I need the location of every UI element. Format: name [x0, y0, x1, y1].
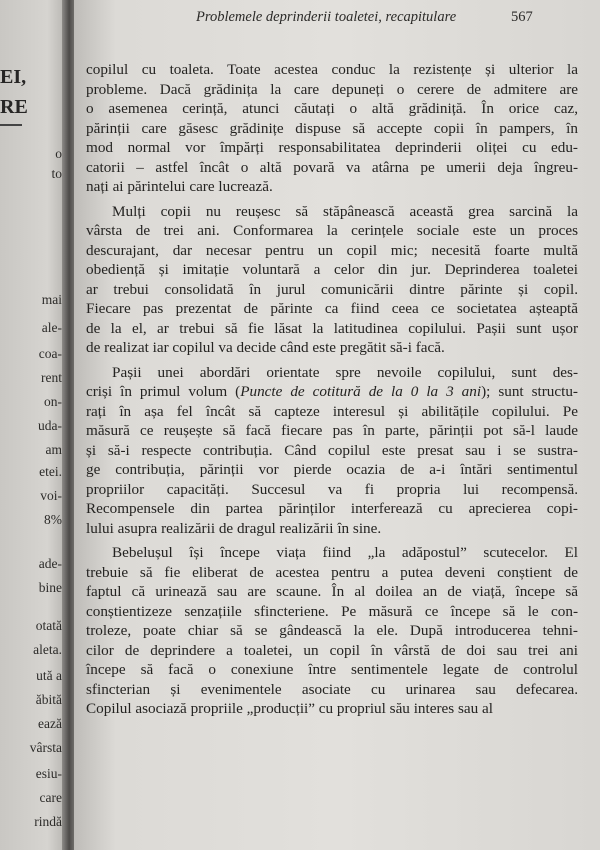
left-page-fragment: rent: [41, 370, 62, 385]
text-line: criși în primul volum (Puncte de cotitură de la 0 la 3 ani); sunt structu-: [86, 383, 578, 400]
text-line: vârsta de trei ani. Conformarea la cerințele sociale este un proces: [86, 222, 578, 239]
text-line: de realizat iar copilul va decide când este pregătit să-i facă.: [86, 339, 445, 356]
left-page-fragment: 8%: [44, 512, 62, 527]
text-line: catorii – astfel încât o altă povară va atârna pe umerii deja îngreu-: [86, 158, 578, 176]
left-page-fragment: rindă: [34, 814, 62, 829]
paragraph: [86, 363, 578, 539]
text-line: Bebelușul își începe viața fiind „la adăpostul” scutecelor. El: [112, 544, 578, 561]
text-line: mod normal vor împărți responsabilitatea deprinderii oliței cu edu-: [86, 139, 578, 156]
text-line: măsură ce reușește să facă fiecare pas în parte, părinții pot să-l laude: [86, 422, 578, 439]
text-line: cilor de deprindere a toaletei, un copil în vârstă de doi sau trei ani: [86, 641, 578, 659]
text-line: propriilor capacități. Succesul va fi propria lui recompensă.: [86, 480, 578, 498]
left-header-rule: [0, 124, 22, 126]
paragraph: [86, 202, 578, 358]
left-page-fragment: ăbită: [35, 692, 62, 707]
left-page-fragment: ută a: [36, 668, 62, 683]
text-line: nați ai părintelui care lucrează.: [86, 178, 273, 195]
text-line: și să-i respecte contribuția. Când copilul este presat sau i se sustra-: [86, 441, 578, 459]
left-page-fragment: to: [51, 166, 62, 181]
left-page-fragment: etei.: [39, 464, 62, 479]
left-page-fragment: esiu-: [35, 766, 62, 781]
right-page: [74, 0, 600, 850]
left-page-fragment: aleta.: [33, 642, 62, 657]
text-line: rați în așa fel încât să capteze interesul și abilitățile copilului. Pe: [86, 402, 578, 420]
left-page-fragment: care: [39, 790, 62, 805]
text-line: copilul cu toaleta. Toate acestea conduc la rezistențe și ulterior la: [86, 61, 578, 78]
paragraph: [86, 543, 578, 719]
text-line: probleme. Dacă grădinița la care depuneți o cerere de admitere are: [86, 80, 578, 98]
text-line: o asemenea cerință, atunci căutați o altă grădiniță. În orice caz,: [86, 100, 578, 117]
left-header-line-2: RE: [0, 96, 28, 118]
left-page-fragment: coa-: [38, 346, 62, 361]
text-line: troleze, poate chiar să se gândească la ele. După introducerea tehni-: [86, 622, 578, 639]
text-line: începe să facă o conexiune între sentimentele legate de controlul: [86, 661, 578, 678]
left-header-line-1: EI,: [0, 66, 27, 88]
text-line: Mulți copii nu reușesc să stăpânească această grea sarcină la: [112, 202, 578, 220]
page-number: 567: [511, 9, 533, 25]
text-line: părinții care găsesc grădinițe dispuse să accepte copii în pampers, în: [86, 119, 578, 137]
left-page: [0, 0, 68, 850]
left-page-fragment: vârsta: [29, 740, 62, 755]
text-line: Recompensele din partea părinților interferează cu aprecierea copi-: [86, 500, 578, 517]
text-line: ge contribuția, părinții vor pierde ocazia de a-i întări sentimentul: [86, 461, 578, 478]
text-line: trebuie să fie eliberat de acestea pentru a putea deveni conștient de: [86, 563, 578, 581]
text-line: Copilul asociază propriile „producții” cu propriul său interes sau al: [86, 700, 493, 717]
left-page-fragment: mai: [41, 292, 62, 307]
left-page-fragment: on-: [44, 394, 62, 409]
text-line: sfincterian și evenimentele asociate cu urinarea sau defecarea.: [86, 680, 578, 698]
left-page-fragment: ale-: [41, 320, 62, 335]
text-line: Pașii unei abordări orientate spre nevoile copilului, sunt des-: [112, 363, 578, 381]
text-line: lului asupra realizării de dragul realizării în sine.: [86, 519, 382, 537]
text-line: faptul că urinează sau are scaune. În al doilea an de viață, începe să: [86, 583, 578, 600]
left-page-fragment: ade-: [38, 556, 62, 571]
left-page-fragment: ează: [38, 716, 62, 731]
page-header: [74, 9, 600, 33]
text-line: obediență și imitație voluntară a celor din jur. Deprinderea toaletei: [86, 261, 578, 278]
text-line: conștientizeze senzațiile sfincteriene. Pe măsură ce începe să le con-: [86, 602, 578, 620]
text-line: descurajant, dar necesar pentru un copil mic; necesită foarte multă: [86, 241, 578, 259]
book-title-reference: Puncte de cotitură de la 0 la 3 ani: [240, 383, 482, 400]
running-title: Problemele deprinderii toaletei, recapitulare: [196, 9, 457, 25]
paragraph: [86, 60, 578, 197]
body-text: [86, 60, 578, 719]
left-page-fragment: uda-: [38, 418, 62, 433]
left-page-fragment: o: [55, 146, 62, 161]
text-line: Fiecare pas prezentat de părinte ca fiind ceea ce societatea așteaptă: [86, 300, 578, 317]
left-page-fragment: bine: [38, 580, 62, 595]
text-line: de la el, ar trebui să fie lăsat la latitudinea copilului. Pașii sunt ușor: [86, 319, 578, 337]
left-page-fragment: am: [45, 442, 62, 457]
left-page-fragment: voi-: [40, 488, 62, 503]
text-line: ar trebui consolidată în jurul comunicării dintre părinte și copil.: [86, 280, 578, 298]
left-page-fragment: otată: [35, 618, 62, 633]
